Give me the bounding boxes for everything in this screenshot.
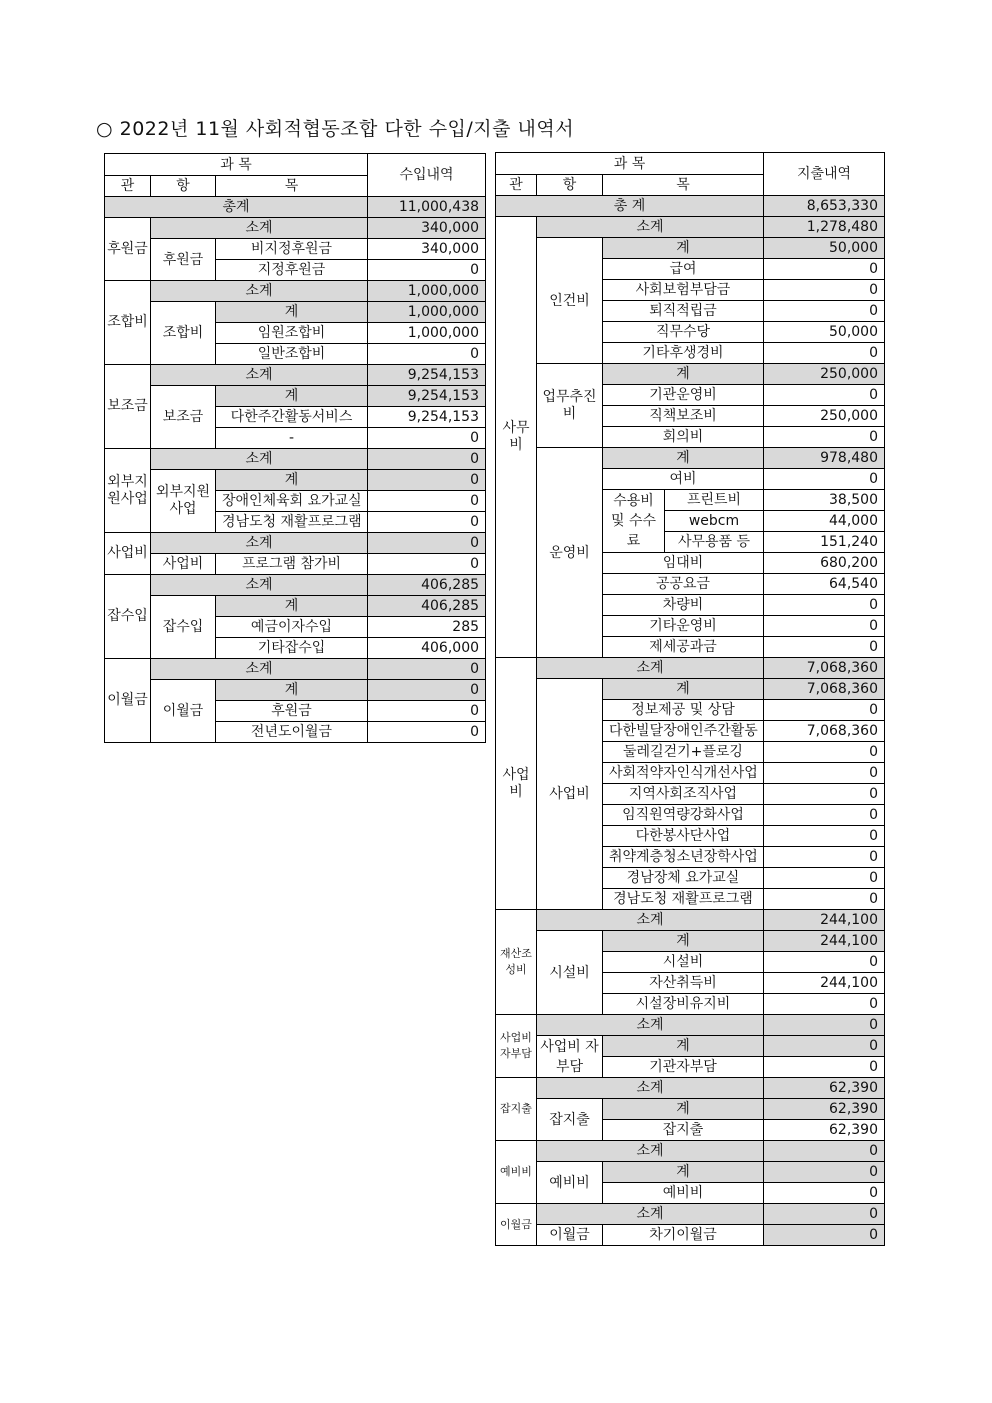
table-row	[105, 239, 486, 260]
table-row	[496, 217, 885, 238]
mok-cell: 자산취득비	[603, 973, 764, 994]
amount-cell: 0	[368, 344, 486, 365]
mok-cell: 시설비	[603, 952, 764, 973]
gwan-cell: 사업비자부담	[496, 1015, 537, 1078]
mok-cell: 기타잡수입	[216, 638, 368, 659]
gwan-cell: 사업비	[496, 658, 537, 910]
hang-cell: 업무추진비	[537, 364, 603, 448]
table-row	[496, 1225, 885, 1246]
subtotal-amount: 0	[764, 1204, 885, 1225]
subtotal-amount: 340,000	[368, 218, 486, 239]
hang-cell: 시설비	[537, 931, 603, 1015]
table-row	[496, 910, 885, 931]
subtotal-label: 소계	[537, 217, 764, 238]
mok-cell: 공공요금	[603, 574, 764, 595]
table-row	[496, 679, 885, 700]
subtotal-label: 소계	[537, 1015, 764, 1036]
table-row	[496, 1204, 885, 1225]
gwan-cell: 예비비	[496, 1141, 537, 1204]
mok-cell: 경남도청 재활프로그램	[603, 889, 764, 910]
sum-label: 계	[216, 302, 368, 323]
mok-cell: 정보제공 및 상담	[603, 700, 764, 721]
mok-cell: 취약계층청소년장학사업	[603, 847, 764, 868]
table-row	[105, 659, 486, 680]
mok-cell: 경남장체 요가교실	[603, 868, 764, 889]
header-mok: 목	[216, 176, 368, 197]
amount-cell: 62,390	[764, 1120, 885, 1141]
hang-cell: 조합비	[151, 302, 216, 365]
sum-label: 계	[603, 364, 764, 385]
header-subject: 과 목	[105, 154, 368, 176]
amount-cell: 0	[764, 595, 885, 616]
amount-cell: 0	[368, 512, 486, 533]
total-label: 총계	[105, 197, 368, 218]
subtotal-label: 소계	[537, 1141, 764, 1162]
hang-cell: 예비비	[537, 1162, 603, 1204]
table-row	[105, 302, 486, 323]
subtotal-amount: 1,278,480	[764, 217, 885, 238]
amount-cell: 406,000	[368, 638, 486, 659]
gwan-cell: 후원금	[105, 218, 151, 281]
hang-cell: 후원금	[151, 239, 216, 281]
sum-label: 계	[603, 1099, 764, 1120]
mok-cell: 프린트비	[665, 490, 764, 511]
subtotal-amount: 0	[368, 533, 486, 554]
mok-cell: 직책보조비	[603, 406, 764, 427]
income-table	[104, 153, 486, 743]
amount-cell: 0	[368, 722, 486, 743]
sum-label: 계	[603, 1162, 764, 1183]
sum-amount: 978,480	[764, 448, 885, 469]
amount-cell: 0	[764, 259, 885, 280]
subtotal-amount: 0	[764, 1141, 885, 1162]
mok-cell: 기관운영비	[603, 385, 764, 406]
amount-cell: 0	[764, 1183, 885, 1204]
amount-cell: 0	[764, 868, 885, 889]
hang-cell: 사업비	[151, 554, 216, 575]
mok-cell: 사무용품 등	[665, 532, 764, 553]
sum-amount: 244,100	[764, 931, 885, 952]
mok-cell: 임직원역량강화사업	[603, 805, 764, 826]
amount-cell: 0	[764, 616, 885, 637]
amount-cell: 0	[764, 847, 885, 868]
gwan-cell: 사무비	[496, 217, 537, 658]
header-hang: 항	[151, 176, 216, 197]
mok-cell: 일반조합비	[216, 344, 368, 365]
sum-amount: 406,285	[368, 596, 486, 617]
sum-amount: 1,000,000	[368, 302, 486, 323]
total-amount: 8,653,330	[764, 196, 885, 217]
table-row	[496, 1099, 885, 1120]
mok-cell: 기타후생경비	[603, 343, 764, 364]
mok-cell: 장애인체육회 요가교실	[216, 491, 368, 512]
amount-cell: 250,000	[764, 406, 885, 427]
subtotal-amount: 0	[368, 449, 486, 470]
amount-cell: 0	[764, 994, 885, 1015]
table-row	[496, 364, 885, 385]
table-row	[496, 1036, 885, 1057]
mok-cell: 퇴직적립금	[603, 301, 764, 322]
table-row	[105, 218, 486, 239]
hang-cell: 잡지출	[537, 1099, 603, 1141]
sum-amount: 0	[764, 1036, 885, 1057]
table-row	[105, 575, 486, 596]
amount-cell: 0	[368, 491, 486, 512]
mok-cell: 예금이자수입	[216, 617, 368, 638]
amount-cell: 0	[764, 742, 885, 763]
mok-cell: 직무수당	[603, 322, 764, 343]
amount-cell: 0	[764, 784, 885, 805]
mok-cell: webcm	[665, 511, 764, 532]
mok-cell: 둘레길걷기+플로깅	[603, 742, 764, 763]
gwan-cell: 외부지원사업	[105, 449, 151, 533]
total-label: 총 계	[496, 196, 764, 217]
gwan-cell: 보조금	[105, 365, 151, 449]
table-row	[105, 281, 486, 302]
mok-cell: -	[216, 428, 368, 449]
amount-cell: 0	[764, 700, 885, 721]
sum-amount: 62,390	[764, 1099, 885, 1120]
gwan-cell: 잡지출	[496, 1078, 537, 1141]
subtotal-amount: 406,285	[368, 575, 486, 596]
sum-amount: 0	[764, 1162, 885, 1183]
mok-cell: 기관자부담	[603, 1057, 764, 1078]
amount-cell: 0	[764, 952, 885, 973]
amount-cell: 285	[368, 617, 486, 638]
subtotal-amount: 1,000,000	[368, 281, 486, 302]
mok-cell: 잡지출	[603, 1120, 764, 1141]
subtotal-amount: 0	[764, 1015, 885, 1036]
amount-cell: 244,100	[764, 973, 885, 994]
subtotal-amount: 244,100	[764, 910, 885, 931]
table-row	[105, 365, 486, 386]
amount-cell: 9,254,153	[368, 407, 486, 428]
table-row	[105, 680, 486, 701]
subtotal-label: 소계	[151, 218, 368, 239]
header-mok: 목	[603, 175, 764, 196]
table-row	[105, 449, 486, 470]
mok-cell: 지역사회조직사업	[603, 784, 764, 805]
sum-label: 계	[216, 680, 368, 701]
sum-label: 계	[603, 448, 764, 469]
subtotal-label: 소계	[151, 281, 368, 302]
sum-label: 계	[603, 931, 764, 952]
gwan-cell: 재산조성비	[496, 910, 537, 1015]
sum-amount: 0	[368, 680, 486, 701]
amount-cell: 0	[764, 1225, 885, 1246]
subtotal-label: 소계	[151, 575, 368, 596]
amount-cell: 64,540	[764, 574, 885, 595]
mok-cell: 임대비	[603, 553, 764, 574]
gwan-cell: 조합비	[105, 281, 151, 365]
amount-cell: 50,000	[764, 322, 885, 343]
table-row	[496, 931, 885, 952]
mok-cell: 차기이월금	[603, 1225, 764, 1246]
table-row	[496, 238, 885, 259]
hang-cell: 운영비	[537, 448, 603, 658]
subtotal-label: 소계	[151, 365, 368, 386]
subtotal-label: 소계	[537, 910, 764, 931]
sum-amount: 50,000	[764, 238, 885, 259]
amount-cell: 0	[764, 343, 885, 364]
mok-cell: 차량비	[603, 595, 764, 616]
sum-label: 계	[216, 470, 368, 491]
sum-label: 계	[216, 386, 368, 407]
mok-cell: 여비	[603, 469, 764, 490]
sum-amount: 7,068,360	[764, 679, 885, 700]
subtotal-label: 소계	[151, 659, 368, 680]
mok-cell: 제세공과금	[603, 637, 764, 658]
hang-cell: 사업비	[537, 679, 603, 910]
header-amount: 지출내역	[764, 153, 885, 196]
header-gwan: 관	[496, 175, 537, 196]
sum-label: 계	[216, 596, 368, 617]
amount-cell: 0	[764, 763, 885, 784]
mok-cell: 프로그램 참가비	[216, 554, 368, 575]
subtotal-amount: 9,254,153	[368, 365, 486, 386]
table-row	[496, 1141, 885, 1162]
gwan-cell: 이월금	[105, 659, 151, 743]
table-row	[105, 596, 486, 617]
mok-cell: 급여	[603, 259, 764, 280]
hang-cell: 보조금	[151, 386, 216, 449]
page-title: ○ 2022년 11월 사회적협동조합 다한 수입/지출 내역서	[96, 118, 575, 140]
hang-cell: 사업비 자부담	[537, 1036, 603, 1078]
subtotal-amount: 0	[368, 659, 486, 680]
table-row	[105, 554, 486, 575]
table-row	[496, 658, 885, 679]
total-amount: 11,000,438	[368, 197, 486, 218]
table-row	[105, 470, 486, 491]
mok-cell: 다한빌달장애인주간활동	[603, 721, 764, 742]
gwan-cell: 이월금	[496, 1204, 537, 1246]
mok-cell: 다한주간활동서비스	[216, 407, 368, 428]
mok-cell: 회의비	[603, 427, 764, 448]
header-gwan: 관	[105, 176, 151, 197]
amount-cell: 0	[764, 427, 885, 448]
table-row	[105, 386, 486, 407]
total-row	[105, 197, 486, 218]
group-cell: 수용비 및 수수료	[603, 490, 665, 553]
amount-cell: 0	[764, 469, 885, 490]
amount-cell: 680,200	[764, 553, 885, 574]
subtotal-label: 소계	[151, 533, 368, 554]
table-header-row	[496, 153, 885, 175]
amount-cell: 38,500	[764, 490, 885, 511]
subtotal-amount: 62,390	[764, 1078, 885, 1099]
amount-cell: 7,068,360	[764, 721, 885, 742]
sum-amount: 0	[368, 470, 486, 491]
mok-cell: 지정후원금	[216, 260, 368, 281]
table-row	[496, 1078, 885, 1099]
table-header-row	[105, 154, 486, 176]
gwan-cell: 잡수입	[105, 575, 151, 659]
amount-cell: 0	[764, 637, 885, 658]
hang-cell: 이월금	[537, 1225, 603, 1246]
mok-cell: 사회적약자인식개선사업	[603, 763, 764, 784]
mok-cell: 비지정후원금	[216, 239, 368, 260]
mok-cell: 전년도이월금	[216, 722, 368, 743]
hang-cell: 이월금	[151, 680, 216, 743]
sum-amount: 9,254,153	[368, 386, 486, 407]
mok-cell: 임원조합비	[216, 323, 368, 344]
amount-cell: 0	[764, 889, 885, 910]
mok-cell: 사회보험부담금	[603, 280, 764, 301]
table-row	[105, 533, 486, 554]
subtotal-label: 소계	[537, 1204, 764, 1225]
hang-cell: 잡수입	[151, 596, 216, 659]
amount-cell: 0	[368, 260, 486, 281]
table-row	[496, 1162, 885, 1183]
amount-cell: 0	[764, 826, 885, 847]
amount-cell: 0	[368, 428, 486, 449]
amount-cell: 340,000	[368, 239, 486, 260]
expense-table	[495, 152, 885, 1246]
subtotal-label: 소계	[151, 449, 368, 470]
amount-cell: 0	[368, 701, 486, 722]
amount-cell: 0	[764, 385, 885, 406]
mok-cell: 후원금	[216, 701, 368, 722]
table-row	[496, 448, 885, 469]
header-hang: 항	[537, 175, 603, 196]
mok-cell: 기타운영비	[603, 616, 764, 637]
header-subject: 과 목	[496, 153, 764, 175]
hang-cell: 인건비	[537, 238, 603, 364]
sum-label: 계	[603, 238, 764, 259]
gwan-cell: 사업비	[105, 533, 151, 575]
amount-cell: 0	[368, 554, 486, 575]
mok-cell: 경남도청 재활프로그램	[216, 512, 368, 533]
amount-cell: 0	[764, 805, 885, 826]
amount-cell: 0	[764, 1057, 885, 1078]
sum-amount: 250,000	[764, 364, 885, 385]
subtotal-label: 소계	[537, 658, 764, 679]
amount-cell: 151,240	[764, 532, 885, 553]
mok-cell: 시설장비유지비	[603, 994, 764, 1015]
mok-cell: 다한봉사단사업	[603, 826, 764, 847]
amount-cell: 1,000,000	[368, 323, 486, 344]
subtotal-label: 소계	[537, 1078, 764, 1099]
total-row	[496, 196, 885, 217]
subtotal-amount: 7,068,360	[764, 658, 885, 679]
header-amount: 수입내역	[368, 154, 486, 197]
amount-cell: 0	[764, 280, 885, 301]
mok-cell: 예비비	[603, 1183, 764, 1204]
amount-cell: 44,000	[764, 511, 885, 532]
hang-cell: 외부지원사업	[151, 470, 216, 533]
sum-label: 계	[603, 1036, 764, 1057]
table-row	[496, 1015, 885, 1036]
amount-cell: 0	[764, 301, 885, 322]
sum-label: 계	[603, 679, 764, 700]
